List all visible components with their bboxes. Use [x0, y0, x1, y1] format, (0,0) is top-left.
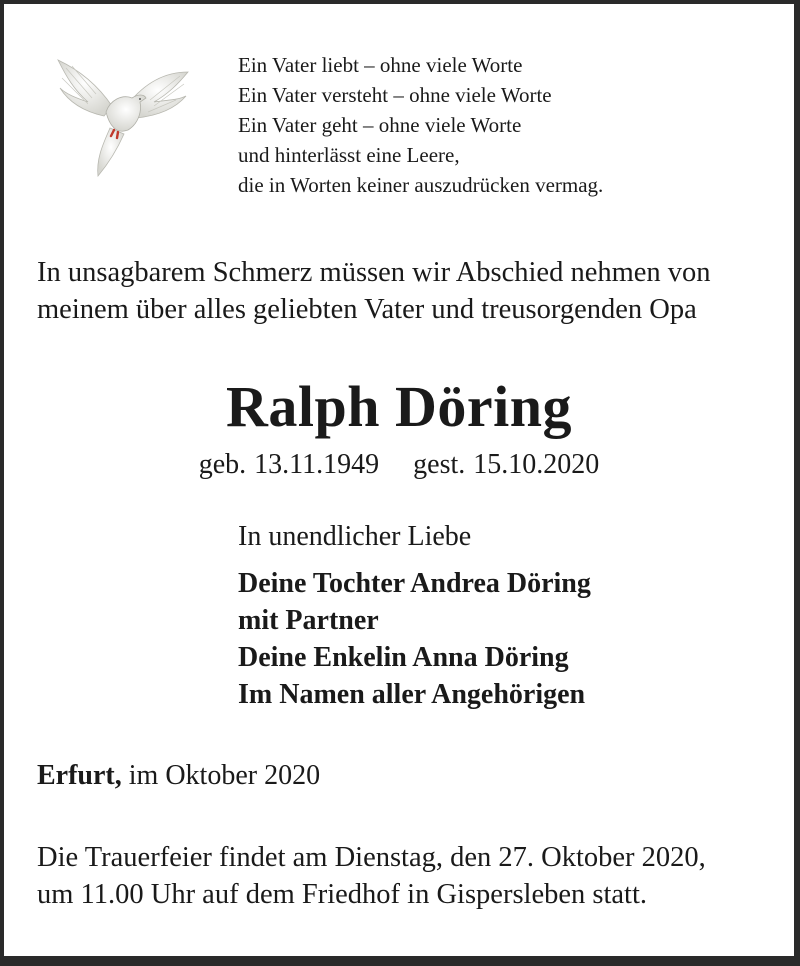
poem-line: die in Worten keiner auszudrücken vermag.: [238, 173, 604, 197]
mourner-line: Im Namen aller Angehörigen: [238, 679, 586, 710]
place-city: Erfurt,: [37, 760, 122, 791]
poem: [238, 50, 603, 200]
farewell-intro: [37, 254, 711, 328]
mourner-line: Deine Tochter Andrea Döring: [238, 568, 591, 599]
white-dove-icon: [52, 54, 192, 179]
intro-line: meinem über alles geliebten Vater und treusorgenden Opa: [37, 294, 697, 325]
poem-line: und hinterlässt eine Leere,: [238, 143, 460, 167]
place-date: im Oktober 2020: [128, 760, 321, 791]
obituary-card: [4, 4, 794, 956]
poem-line: Ein Vater versteht – ohne viele Worte: [238, 83, 552, 107]
deceased-name: Ralph Döring: [225, 374, 572, 439]
birth-date: geb. 13.11.1949: [198, 449, 380, 480]
mourner-line: Deine Enkelin Anna Döring: [238, 642, 569, 673]
mourners-list: [238, 565, 591, 713]
poem-line: Ein Vater geht – ohne viele Worte: [238, 113, 522, 137]
poem-line: Ein Vater liebt – ohne viele Worte: [238, 53, 523, 77]
mourner-line: mit Partner: [238, 605, 379, 636]
closing-phrase: In unendlicher Liebe: [238, 521, 472, 552]
funeral-service-notice: [37, 839, 706, 913]
intro-line: In unsagbarem Schmerz müssen wir Abschied nehmen von: [37, 257, 711, 288]
death-date: gest. 15.10.2020: [413, 449, 600, 480]
service-line: Die Trauerfeier findet am Dienstag, den 27. Oktober 2020,: [37, 842, 706, 873]
service-line: um 11.00 Uhr auf dem Friedhof in Gispersleben statt.: [37, 879, 647, 910]
life-dates: [4, 448, 794, 482]
place-and-date: [37, 759, 320, 793]
